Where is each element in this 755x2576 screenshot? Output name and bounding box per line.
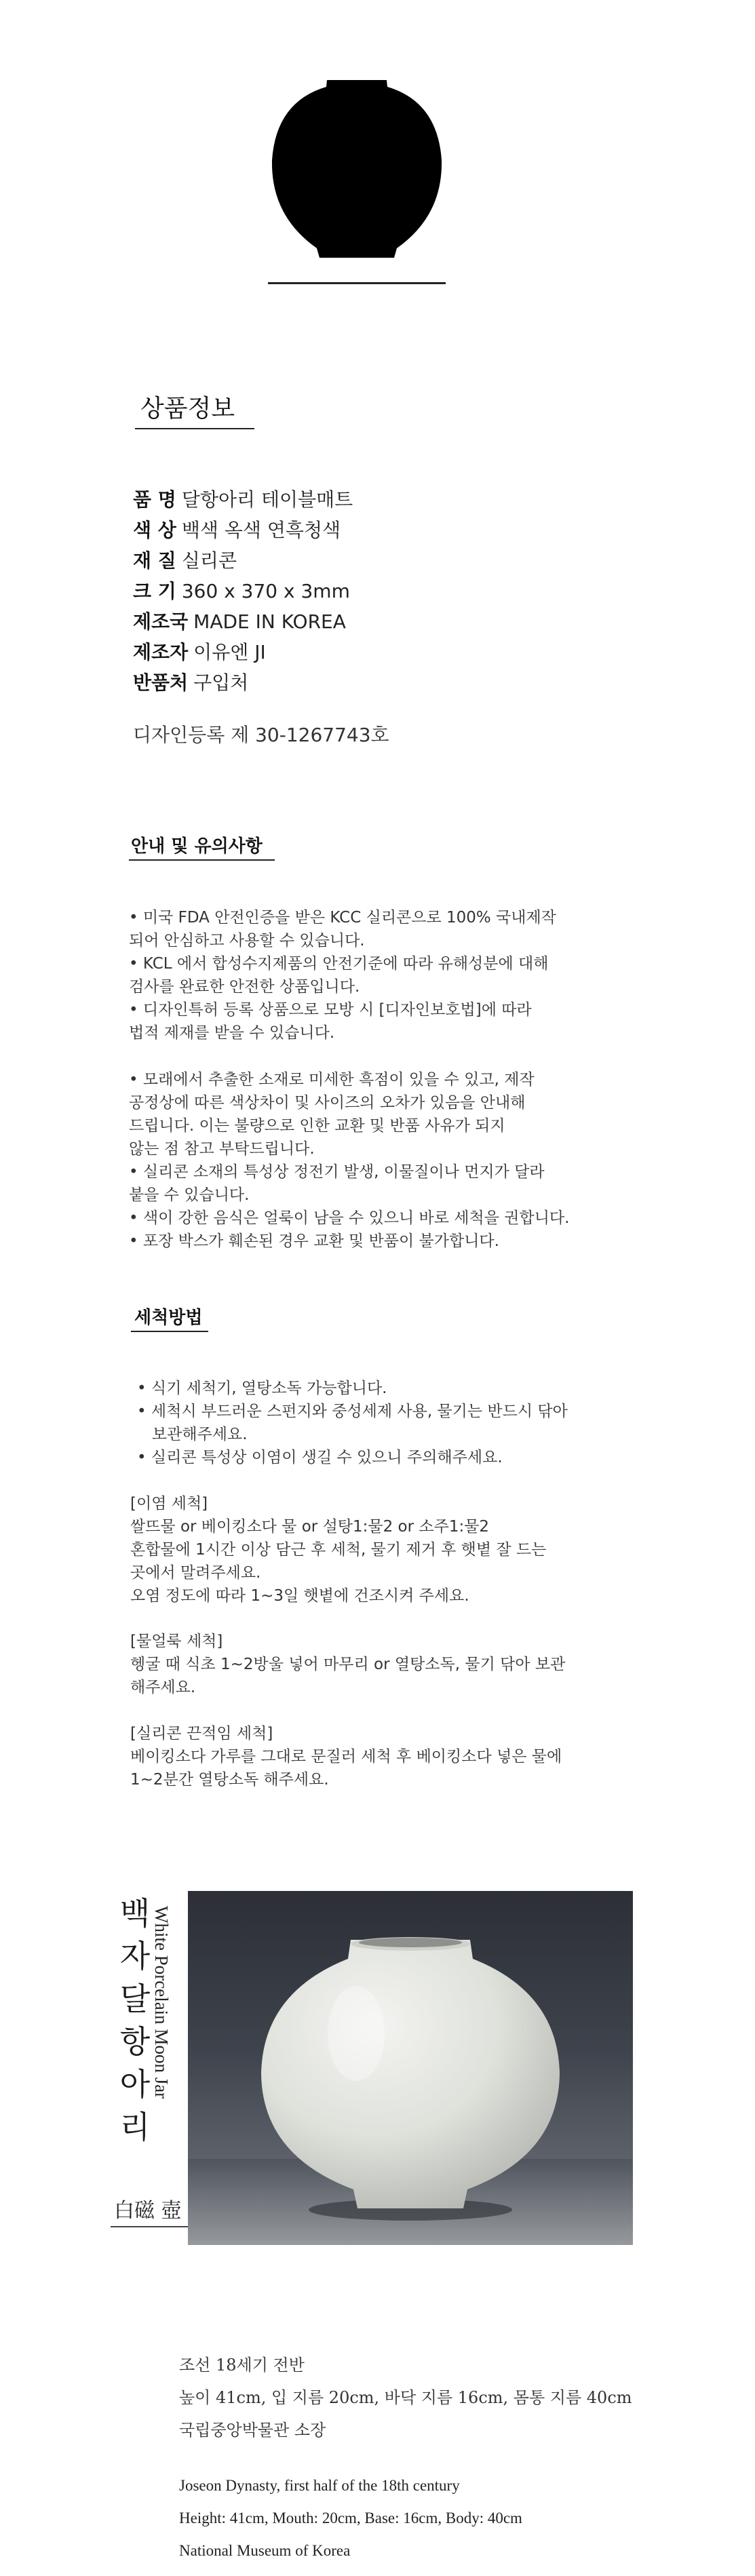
spec-key: 제조국: [133, 610, 189, 633]
stain-cleaning: [이염 세척] 쌀뜨물 or 베이킹소다 물 or 설탕1:물2 or 소주1:물2 혼합물에 1시간 이상 담근 후 세척, 물기 제거 후 햇볕 잘 드는 곳에서 말려주세요. 오염 정도에 따라 1~3일 햇볕에 건조시켜 주세요.: [130, 1495, 547, 1605]
product-info-heading-rule: [135, 428, 254, 429]
moon-jar-logo-icon: [268, 73, 446, 288]
spec-value: MADE IN KOREA: [193, 610, 346, 633]
spec-row-return: [133, 668, 248, 695]
sticky-cleaning: [실리콘 끈적임 세척] 베이킹소다 가루를 그대로 문질러 세척 후 베이킹소다 넣은 물에 1~2분간 열탕소독 해주세요.: [130, 1725, 562, 1789]
notice-heading: 안내 및 유의사항: [131, 836, 263, 857]
product-info-heading: 상품정보: [140, 395, 235, 423]
spec-value: 백색 옥색 연흑청색: [181, 519, 341, 541]
artwork-caption-period-en: Joseon Dynasty, first half of the 18th century: [179, 2477, 460, 2494]
artwork-title-char: 리: [119, 2109, 151, 2145]
spec-row-name: [133, 485, 353, 512]
spec-row-color: [133, 515, 341, 543]
artwork-title-char: 자: [119, 1938, 151, 1974]
design-registration: 디자인등록 제 30-1267743호: [133, 724, 389, 746]
spec-row-origin: [133, 607, 346, 634]
spec-key: 품 명: [133, 488, 176, 511]
artwork-caption-dimensions-en: Height: 41cm, Mouth: 20cm, Base: 16cm, Body: 40cm: [179, 2510, 522, 2526]
water-stain-cleaning: [물얼룩 세척] 헹굴 때 식초 1~2방울 넣어 마무리 or 열탕소독, 물기 닦아 보관 해주세요.: [130, 1633, 566, 1696]
spec-value: 실리콘: [181, 549, 237, 572]
artwork-hanja-title: 白磁 壺: [114, 2199, 182, 2223]
artwork-caption-dimensions: 높이 41cm, 입 지름 20cm, 바닥 지름 16cm, 몸통 지름 40cm: [179, 2388, 632, 2407]
spec-value: 구입처: [193, 671, 249, 694]
notice-heading-rule: [129, 859, 275, 861]
spec-key: 제조자: [133, 641, 189, 663]
spec-key: 색 상: [133, 519, 176, 541]
notice-paragraph-1: • 미국 FDA 안전인증을 받은 KCC 실리콘으로 100% 국내제작 되어 안심하고 사용할 수 있습니다. • KCL 에서 합성수지제품의 안전기준에 따라 유해성분에 대해 검사를 완료한 안전한 상품입니다. • 디자인특허 등록 상품으로 모방 시 [디자인보호법]에 따라 법적 제재를 받을 수 있습니다.: [129, 909, 556, 1042]
spec-value: 이유엔 JI: [193, 641, 266, 663]
artwork-caption-period: 조선 18세기 전반: [179, 2356, 305, 2375]
artwork-title-char: 백: [119, 1895, 151, 1932]
washing-bullets: • 식기 세척기, 열탕소독 가능합니다. • 세척시 부드러운 스펀지와 중성세제 사용, 물기는 반드시 닦아 보관해주세요. • 실리콘 특성상 이염이 생길 수 있으니 주의해주세요.: [137, 1380, 568, 1466]
spec-key: 재 질: [133, 549, 176, 572]
artwork-title-english: White Porcelain Moon Jar: [151, 1906, 172, 2099]
artwork-title-char: 달: [119, 1980, 151, 2017]
artwork-title-korean: [114, 1892, 156, 2149]
artwork-title-char: 항: [119, 2023, 151, 2060]
washing-heading-rule: [131, 1331, 208, 1332]
spec-row-manufacturer: [133, 638, 266, 665]
artwork-title-rule: [111, 2226, 189, 2227]
artwork-title-char: 아: [119, 2066, 151, 2103]
moon-jar-photo: [188, 1891, 633, 2245]
washing-heading: 세척방법: [134, 1308, 203, 1328]
artwork-caption-collection: 국립중앙박물관 소장: [179, 2421, 326, 2440]
spec-key: 크 기: [133, 580, 176, 602]
spec-row-size: [133, 577, 350, 604]
spec-value: 달항아리 테이블매트: [181, 488, 353, 511]
spec-value: 360 x 370 x 3mm: [181, 580, 350, 602]
spec-row-material: [133, 546, 237, 573]
artwork-caption-collection-en: National Museum of Korea: [179, 2542, 351, 2559]
notice-paragraph-2: • 모래에서 추출한 소재로 미세한 흑점이 있을 수 있고, 제작 공정상에 따른 색상차이 및 사이즈의 오차가 있음을 안내해 드립니다. 이는 불량으로 인한 교환 및 반품 사유가 되지 않는 점 참고 부탁드립니다. • 실리콘 소재의 특성상 정전기 발생, 이물질이나 먼지가 달라 붙을 수 있습니다. • 색이 강한 음식은 얼룩이 남을 수 있으니 바로 세척을 권합니다. • 포장 박스가 훼손된 경우 교환 및 반품이 불가합니다.: [129, 1071, 570, 1250]
spec-key: 반품처: [133, 671, 189, 694]
